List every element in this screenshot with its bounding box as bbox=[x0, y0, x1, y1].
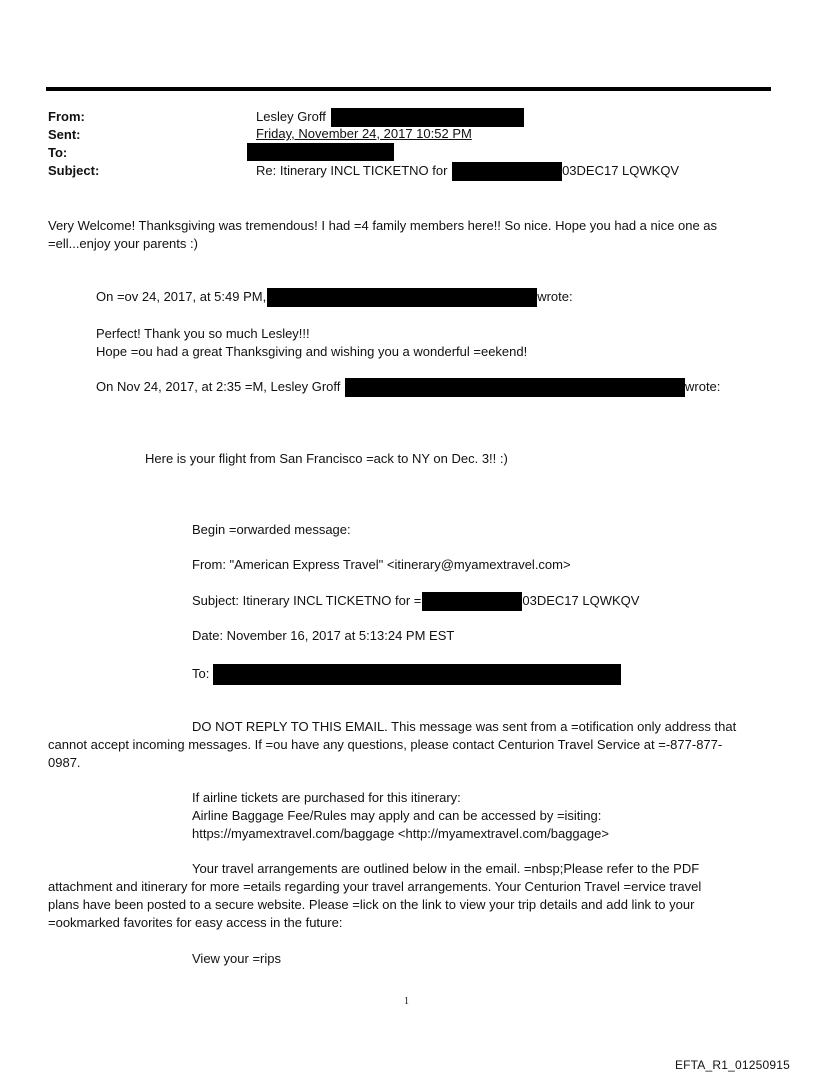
sent-label: Sent: bbox=[48, 127, 81, 142]
reply-paragraph bbox=[48, 217, 717, 253]
subject-prefix: Subject: Itinerary INCL TICKETNO for = bbox=[192, 592, 422, 608]
quote-suffix: wrote: bbox=[537, 288, 573, 304]
forwarded-subject bbox=[192, 592, 639, 611]
text-line: Airline Baggage Fee/Rules may apply and can be accessed by =isiting: bbox=[192, 808, 602, 823]
quoted-reply bbox=[96, 325, 527, 361]
text-line: Perfect! Thank you so much Lesley!!! bbox=[96, 326, 310, 341]
quote-header-1 bbox=[96, 288, 573, 307]
redaction-box bbox=[331, 108, 524, 127]
to-label: To: bbox=[192, 665, 210, 681]
from-label: From: bbox=[48, 109, 85, 124]
redaction-box bbox=[247, 143, 394, 161]
forwarded-from: From: "American Express Travel" <itinerary@myamextravel.com> bbox=[192, 557, 571, 572]
quote-suffix: wrote: bbox=[685, 378, 721, 394]
page-number: 1 bbox=[404, 996, 409, 1007]
text-line: attachment and itinerary for more =etails regarding your travel arrangements. Your Centurion Travel =ervice travel bbox=[48, 879, 702, 894]
redaction-box bbox=[267, 288, 537, 307]
text-line: cannot accept incoming messages. If =ou have any questions, please contact Centurion Travel Service at =-877-877- bbox=[48, 737, 723, 752]
text-line: DO NOT REPLY TO THIS EMAIL. This message was sent from a =otification only address that bbox=[192, 719, 737, 734]
flight-note: Here is your flight from San Francisco =ack to NY on Dec. 3!! :) bbox=[145, 451, 508, 466]
subject-label: Subject: bbox=[48, 163, 100, 178]
arrangements-paragraph bbox=[48, 860, 701, 932]
text-line: Your travel arrangements are outlined below in the email. =nbsp;Please refer to the PDF bbox=[192, 861, 700, 876]
quote-prefix: On Nov 24, 2017, at 2:35 =M, Lesley Groff bbox=[96, 378, 341, 394]
view-trips-link[interactable]: View your =rips bbox=[192, 951, 281, 966]
subject-prefix: Re: Itinerary INCL TICKETNO for bbox=[256, 162, 448, 178]
redaction-box bbox=[452, 162, 562, 181]
subject-suffix: 03DEC17 LQWKQV bbox=[562, 162, 680, 178]
redaction-box bbox=[213, 664, 621, 685]
from-value bbox=[256, 108, 524, 127]
baggage-paragraph bbox=[192, 789, 609, 843]
notice-paragraph bbox=[48, 718, 736, 772]
text-line: plans have been posted to a secure website. Please =lick on the link to view your trip details and add link to your bbox=[48, 897, 695, 912]
redaction-box bbox=[422, 592, 522, 611]
to-value bbox=[247, 143, 394, 161]
baggage-link[interactable]: https://myamextravel.com/baggage <http://myamextravel.com/baggage> bbox=[192, 826, 609, 841]
forwarded-begin: Begin =orwarded message: bbox=[192, 522, 351, 537]
text-line: =ell...enjoy your parents :) bbox=[48, 236, 198, 251]
to-label: To: bbox=[48, 145, 68, 160]
quote-header-2 bbox=[96, 378, 720, 397]
header-rule bbox=[46, 87, 771, 91]
quote-prefix: On =ov 24, 2017, at 5:49 PM, bbox=[96, 288, 267, 304]
from-name: Lesley Groff bbox=[256, 108, 326, 124]
subject-value bbox=[256, 162, 679, 181]
forwarded-to bbox=[192, 664, 621, 685]
text-line: =ookmarked favorites for easy access in the future: bbox=[48, 915, 343, 930]
sent-value: Friday, November 24, 2017 10:52 PM bbox=[256, 126, 472, 141]
forwarded-date: Date: November 16, 2017 at 5:13:24 PM EST bbox=[192, 628, 455, 643]
text-line: Hope =ou had a great Thanksgiving and wishing you a wonderful =eekend! bbox=[96, 344, 528, 359]
text-line: 0987. bbox=[48, 755, 81, 770]
subject-suffix: 03DEC17 LQWKQV bbox=[522, 592, 640, 608]
document-id: EFTA_R1_01250915 bbox=[674, 1058, 790, 1072]
text-line: If airline tickets are purchased for this itinerary: bbox=[192, 790, 461, 805]
redaction-box bbox=[345, 378, 685, 397]
text-line: Very Welcome! Thanksgiving was tremendous! I had =4 family members here!! So nice. Hope you had a nice one as bbox=[48, 218, 718, 233]
